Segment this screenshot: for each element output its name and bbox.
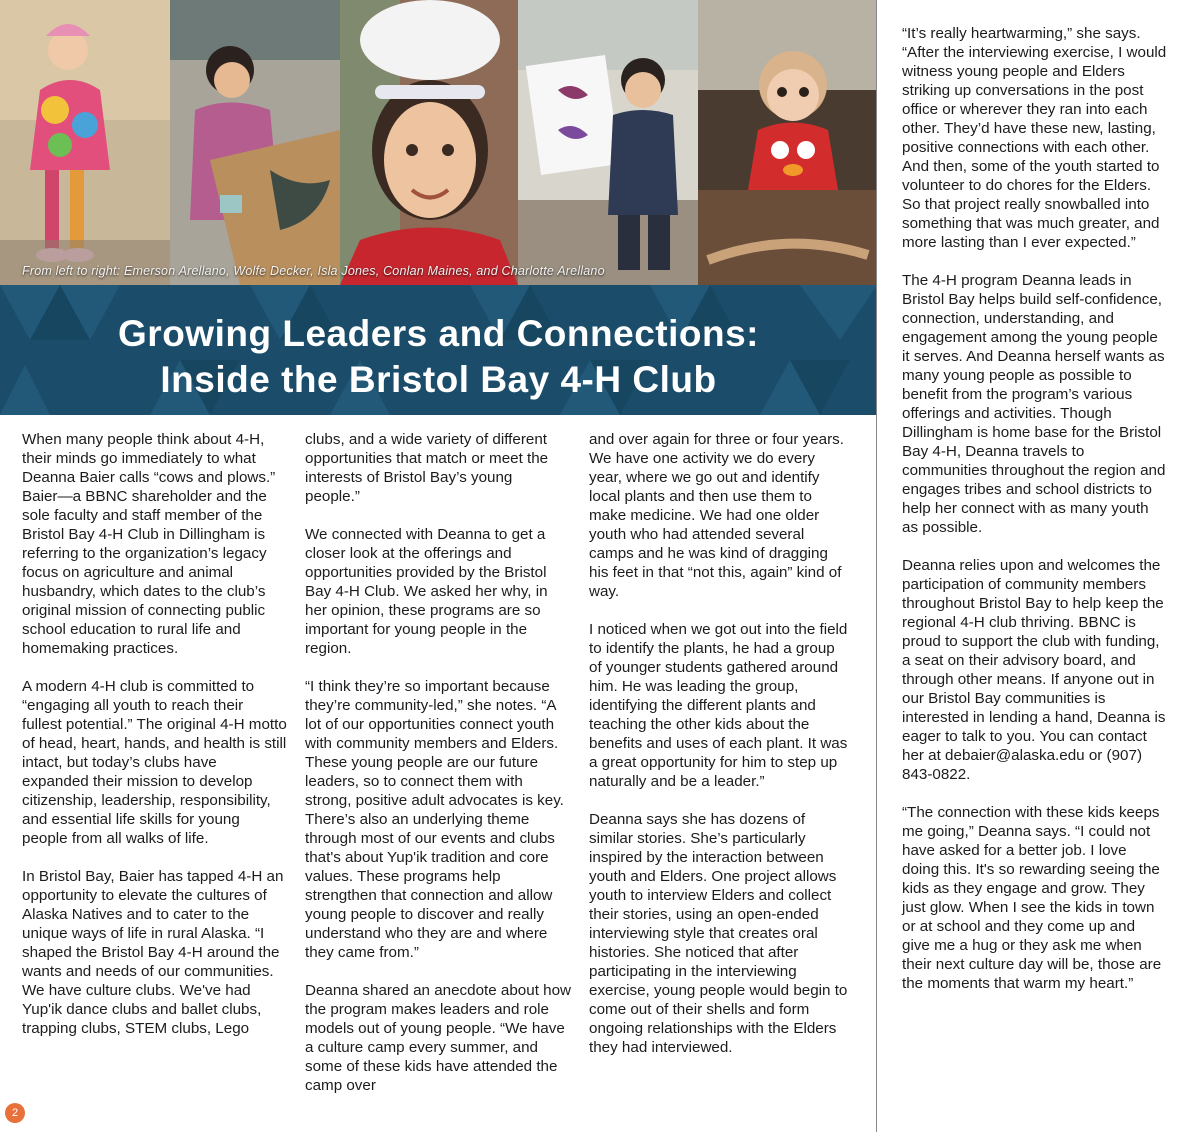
paragraph: Deanna relies upon and welcomes the participation of community members throughout Bristol Bay to help keep the regional 4-H club thriving. BBNC is proud to support the club with funding, a seat on their advisory board, and through other means. If anyone out in our Bristol Bay communities is interested in lending a hand, Deanna is eager to talk to you. You can contact her at debaier@alaska.edu or (907) 843-0822. (902, 557, 1166, 783)
paragraph: I noticed when we got out into the field to identify the plants, he had a group of younger students gathered around him. He was leading the group, identifying the different plants and teaching the other kids about the benefits and uses of each plant. It was a great opportunity for him to step up naturally and be a leader.” (589, 621, 848, 790)
photo-emerson-arellano (0, 0, 170, 285)
paragraph: “The connection with these kids keeps me going,” Deanna says. “I could not have asked for a better job. I love doing this. It's so rewarding seeing the kids as they engage and grow. They just glow. When I see the kids in town or at school and they come up and give me a hug or they ask me when their next culture day will be, those are the moments that warm my heart.” (902, 804, 1162, 992)
paragraph: “I think they’re so important because they’re community-led,” she notes. “A lot of our opportunities connect youth with community members and Elders. These young people are our future leaders, so to connect them with strong, positive adult advocates is key. There’s also an underlying theme through most of our events and clubs that's about Yup'ik tradition and core values. These programs help strengthen that connection and allow young people to discover and really understand who they are and where they came from.” (305, 678, 564, 961)
photo-wolfe-decker (170, 0, 340, 285)
paragraph: A modern 4-H club is committed to “engaging all youth to reach their fullest potential.” The original 4-H motto of head, heart, hands, and health is still intact, but today’s clubs have expanded their mission to develop citizenship, leadership, responsibility, and essential life skills for young people from all walks of life. (22, 678, 287, 847)
photo-isla-jones (340, 0, 518, 285)
photo-strip (0, 0, 877, 285)
article-headline (0, 311, 877, 403)
photo-caption: From left to right: Emerson Arellano, Wolfe Decker, Isla Jones, Conlan Maines, and Charlotte Arellano (22, 264, 605, 278)
headline-line-1: Growing Leaders and Connections: (118, 313, 759, 354)
paragraph: We connected with Deanna to get a closer look at the offerings and opportunities provided by the Bristol Bay 4-H Club. We asked her why, in her opinion, these programs are so important for young people in the region. (305, 526, 548, 657)
paragraph: When many people think about 4-H, their minds go immediately to what Deanna Baier calls “cows and plows.” Baier—a BBNC shareholder and the sole faculty and staff member of the Bristol Bay 4-H Club in Dillingham is referring to the organization’s legacy focus on agriculture and animal husbandry, which dates to the club’s original mission of connecting public school education to rural life and homemaking practices. (22, 431, 276, 657)
title-banner (0, 285, 877, 415)
article-column-4 (902, 24, 1167, 1012)
page-number-badge: 2 (5, 1103, 25, 1123)
article-column-2 (305, 430, 571, 1114)
paragraph: The 4-H program Deanna leads in Bristol Bay helps build self-confidence, connection, understanding, and engagement among the young people it serves. And Deanna herself wants as many young people as possible to benefit from the program’s various offerings and activities. Though Dillingham is home base for the Bristol Bay 4-H, Deanna travels to communities throughout the region and engages tribes and school districts to help her connect with as many youth as possible. (902, 272, 1166, 536)
article-column-3 (589, 430, 851, 1076)
paragraph: Deanna says she has dozens of similar stories. She’s particularly inspired by the interaction between youth and Elders. One project allows youth to interview Elders and collect their stories, using an open-ended interviewing style that creates oral histories. She noticed that after participating in the interviewing exercise, young people would begin to come out of their shells and form ongoing relationships with the Elders they had interviewed. (589, 811, 848, 1056)
column-divider (876, 0, 877, 1132)
paragraph: In Bristol Bay, Baier has tapped 4-H an opportunity to elevate the cultures of Alaska Natives and to cater to the unique ways of life in rural Alaska. “I shaped the Bristol Bay 4-H around the wants and needs of our communities. We have culture clubs. We've had Yup'ik dance clubs and ballet clubs, trapping clubs, STEM clubs, Lego (22, 868, 284, 1037)
article-column-1 (22, 430, 287, 1057)
paragraph: “It’s really heartwarming,” she says. “After the interviewing exercise, I would witness young people and Elders striking up conversations in the post office or wherever they ran into each other. They’d have these new, lasting, positive connections with each other. And then, some of the youth started to volunteer to do chores for the Elders. So that project really snowballed into something that was much greater, and more lasting than I ever expected.” (902, 25, 1167, 251)
paragraph: Deanna shared an anecdote about how the program makes leaders and role models out of young people. “We have a culture camp every summer, and some of these kids have attended the camp over (305, 982, 571, 1094)
photo-conlan-maines (518, 0, 698, 285)
paragraph: clubs, and a wide variety of different opportunities that match or meet the interests of Bristol Bay’s young people.” (305, 431, 549, 505)
headline-line-2: Inside the Bristol Bay 4-H Club (160, 359, 717, 400)
photo-charlotte-arellano (698, 0, 877, 285)
paragraph: and over again for three or four years. We have one activity we do every year, where we go out and identify local plants and then use them to make medicine. We had one older youth who had attended several camps and he was kind of dragging his feet in that “not this, again” kind of way. (589, 431, 844, 600)
